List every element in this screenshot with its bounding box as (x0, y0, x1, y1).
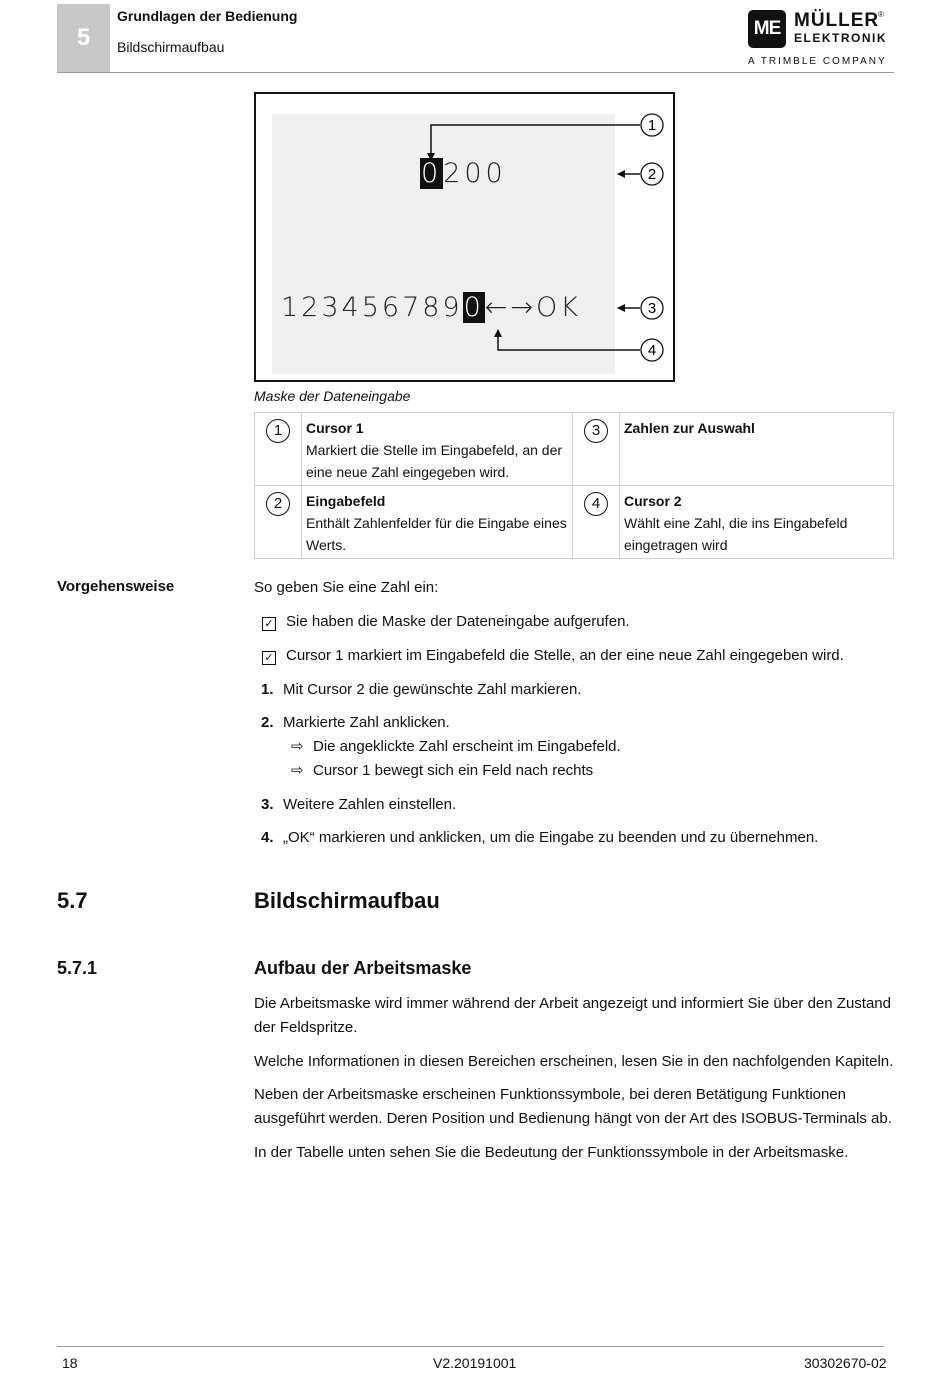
legend-number: 4 (584, 492, 608, 516)
subsection-title: Aufbau der Arbeitsmaske (254, 958, 472, 978)
section-number: 5.7 (57, 888, 88, 913)
footer-rule (57, 1346, 884, 1347)
step-number: 4. (261, 829, 274, 846)
procedure-intro: So geben Sie eine Zahl ein: (254, 579, 439, 596)
callout-lines (256, 94, 677, 384)
version: V2.20191001 (433, 1355, 517, 1371)
step-item: 2. Markierte Zahl anklicken. (261, 711, 450, 735)
header-title: Grundlagen der Bedienung (117, 8, 298, 24)
logo-registered: ® (878, 10, 884, 19)
paragraph: Welche Informationen in diesen Bereichen erscheinen, lesen Sie in den nachfolgenden Kapiteln. (254, 1053, 894, 1070)
step-item: 1. Mit Cursor 2 die gewünschte Zahl markieren. (261, 678, 581, 702)
callout-2: 2 (647, 166, 657, 183)
figure-caption: Maske der Dateneingabe (254, 388, 411, 404)
step-item: 4. „OK“ markieren und anklicken, um die Eingabe zu beenden und zu übernehmen. (261, 826, 818, 850)
header-rule (57, 72, 894, 73)
paragraph: In der Tabelle unten sehen Sie die Bedeutung der Funktionssymbole in der Arbeitsmaske. (254, 1144, 849, 1161)
data-entry-figure (254, 92, 675, 382)
step-number: 2. (261, 714, 274, 731)
step-number: 3. (261, 796, 274, 813)
number-digits: 123456789 (281, 292, 463, 323)
legend-text: Wählt eine Zahl, die ins Eingabefeld eingetragen wird (624, 515, 848, 553)
check-item: ✓ Sie haben die Maske der Dateneingabe aufgerufen. (262, 610, 630, 634)
legend-number: 3 (584, 419, 608, 443)
section-title: Bildschirmaufbau (254, 888, 440, 913)
logo-mueller: MÜLLER (794, 10, 880, 31)
arrows-ok: ←→OK (484, 292, 582, 323)
cursor-1: 0 (421, 158, 443, 189)
checkbox-icon: ✓ (262, 651, 276, 665)
callout-1: 1 (647, 117, 657, 134)
legend-row (255, 486, 894, 559)
paragraph: Die Arbeitsmaske wird immer während der Arbeit angezeigt und informiert Sie über den Zustand der Feldspritze. (254, 995, 891, 1036)
chapter-number: 5 (57, 4, 110, 72)
result-item: ⇨ Die angeklickte Zahl erscheint im Eingabefeld. (291, 735, 621, 759)
checkbox-icon: ✓ (262, 617, 276, 631)
result-item: ⇨ Cursor 1 bewegt sich ein Feld nach rechts (291, 759, 593, 783)
legend-number: 2 (266, 492, 290, 516)
subsection-number: 5.7.1 (57, 958, 98, 978)
legend-title: Eingabefeld (306, 493, 386, 509)
legend-text: Enthält Zahlenfelder für die Eingabe eines Werts. (306, 515, 567, 553)
logo-elektronik: ELEKTRONIK (794, 31, 887, 45)
header-subtitle: Bildschirmaufbau (117, 39, 225, 55)
legend-row (255, 413, 894, 486)
legend-title: Cursor 2 (624, 493, 682, 509)
legend-number: 1 (266, 419, 290, 443)
cursor-2: 0 (463, 292, 484, 323)
paragraph: Neben der Arbeitsmaske erscheinen Funktionssymbole, bei deren Betätigung Funktionen ausgeführt werden. Deren Position und Bedienung hängt von der Art des ISOBUS-Terminals ab. (254, 1086, 892, 1127)
legend-table (254, 412, 894, 559)
legend-title: Zahlen zur Auswahl (624, 420, 755, 436)
result-arrow-icon: ⇨ (291, 738, 304, 755)
step-number: 1. (261, 681, 274, 698)
callout-3: 3 (647, 300, 657, 317)
callout-4: 4 (647, 342, 657, 359)
logo-trimble: A TRIMBLE COMPANY (748, 56, 887, 67)
page-number: 18 (62, 1355, 78, 1371)
check-item: ✓ Cursor 1 markiert im Eingabefeld die Stelle, an der eine neue Zahl eingegeben wird. (262, 644, 844, 668)
legend-title: Cursor 1 (306, 420, 364, 436)
document-number: 30302670-02 (804, 1355, 887, 1371)
step-item: 3. Weitere Zahlen einstellen. (261, 793, 456, 817)
result-arrow-icon: ⇨ (291, 762, 304, 779)
logo-me-mark: ME (748, 10, 786, 48)
input-value: 200 (443, 158, 507, 189)
procedure-label: Vorgehensweise (57, 578, 175, 595)
company-logo (748, 10, 888, 68)
legend-text: Markiert die Stelle im Eingabefeld, an der eine neue Zahl eingegeben wird. (306, 442, 563, 480)
